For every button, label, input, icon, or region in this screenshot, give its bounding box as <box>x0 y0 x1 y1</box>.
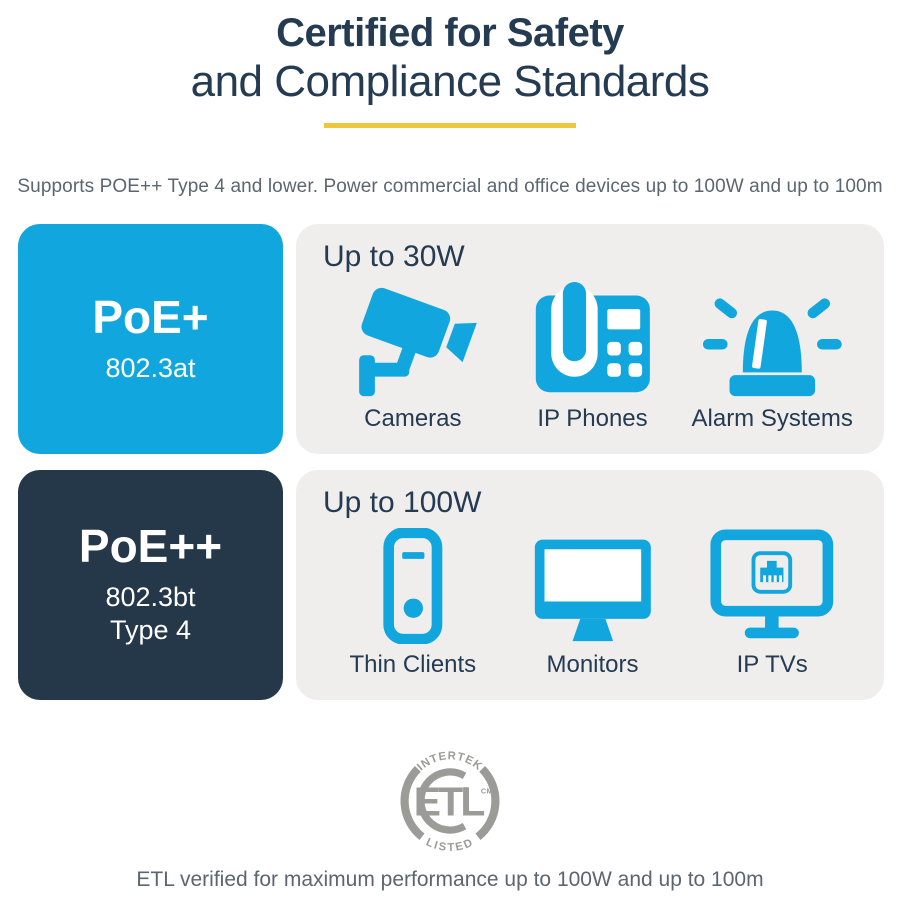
logo-intertek-text: INTERTEK <box>415 750 485 774</box>
poe-plus-plus-title: PoE++ <box>78 520 223 573</box>
alarm-icon <box>701 282 844 398</box>
svg-text:LISTED <box>424 836 476 854</box>
device-cameras <box>323 282 503 433</box>
poe-plus-standard: 802.3at <box>105 352 196 383</box>
poe-plus-plus-type: Type 4 <box>109 615 192 646</box>
etl-intertek-listed-logo <box>391 742 509 860</box>
ip-phone-icon <box>530 282 656 398</box>
thin-client-icon <box>350 528 476 644</box>
subtitle: Supports POE++ Type 4 and lower. Power commercial and office devices up to 100W and up to 100m <box>17 175 883 197</box>
logo-cm-text: CM <box>480 786 494 796</box>
device-label: Cameras <box>364 404 462 432</box>
page-title-line-1: Certified for Safety <box>276 11 624 55</box>
poe-plus-panel <box>296 224 884 454</box>
poe-plus-badge <box>18 224 283 454</box>
device-label: Alarm Systems <box>691 404 853 432</box>
poe-plus-title: PoE+ <box>92 290 209 343</box>
poe-plus-plus-devices <box>323 528 862 679</box>
device-monitors <box>503 528 683 679</box>
device-label: IP TVs <box>736 650 808 678</box>
device-label: IP Phones <box>537 404 648 432</box>
ip-tv-icon <box>709 528 835 644</box>
logo-listed-text: LISTED <box>424 836 476 854</box>
logo-etl-text: ETL <box>413 778 483 825</box>
poe-plus-wattage: Up to 30W <box>323 239 465 273</box>
device-label: Thin Clients <box>349 650 477 678</box>
footer-text: ETL verified for maximum performance up to 100W and up to 100m <box>136 867 764 891</box>
device-ip-tvs <box>682 528 862 679</box>
device-alarm-systems <box>682 282 862 433</box>
etl-logo-container <box>0 742 900 860</box>
poe-plus-devices <box>323 282 862 433</box>
poe-plus-plus-panel <box>296 470 884 700</box>
poe-infographic <box>0 10 900 892</box>
device-ip-phones <box>503 282 683 433</box>
poe-plus-plus-badge <box>18 470 283 700</box>
yellow-divider <box>324 123 576 128</box>
page-title-line-2: and Compliance Standards <box>190 57 710 106</box>
device-thin-clients <box>323 528 503 679</box>
poe-plus-plus-wattage: Up to 100W <box>323 485 482 519</box>
camera-icon <box>348 282 478 398</box>
poe-plus-plus-standard: 802.3bt <box>105 582 196 613</box>
device-label: Monitors <box>546 650 639 678</box>
monitor-icon <box>530 528 656 644</box>
certification-rows <box>18 224 884 700</box>
